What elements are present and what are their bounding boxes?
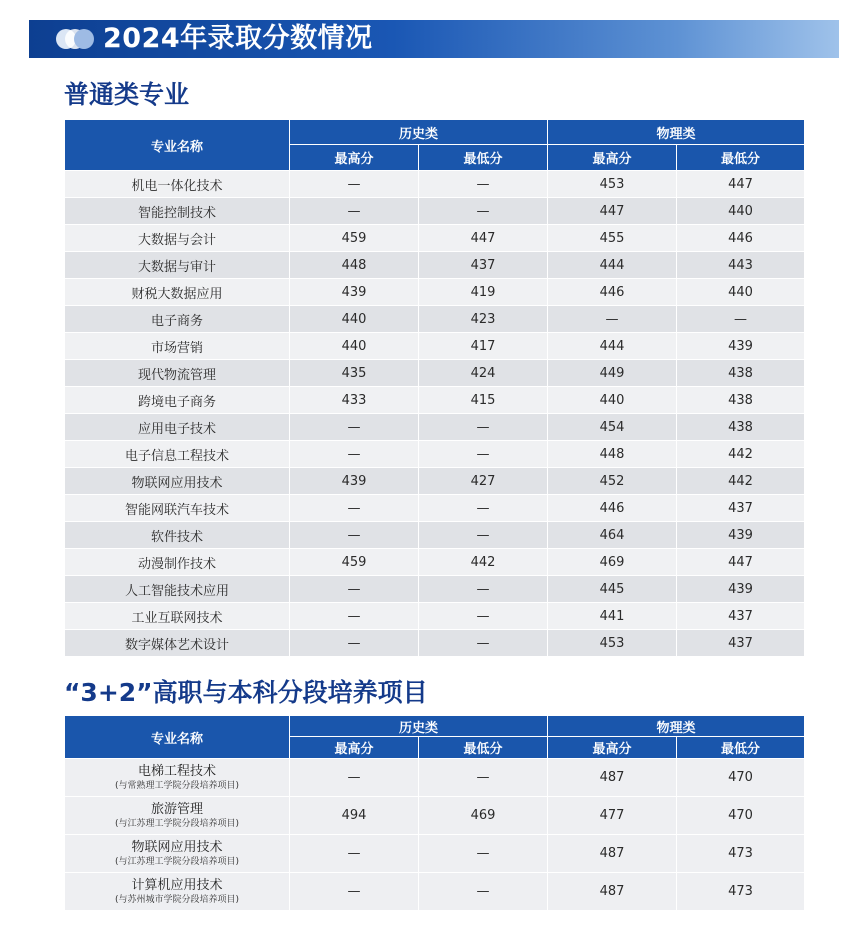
header-history-group: 历史类: [290, 716, 548, 737]
history-max-cell: 494: [290, 797, 419, 835]
major-name-cell: 大数据与审计: [65, 252, 290, 279]
history-max-cell: 459: [290, 549, 419, 576]
major-name-cell: 软件技术: [65, 522, 290, 549]
history-min-cell: —: [419, 495, 548, 522]
physics-min-cell: 440: [677, 279, 805, 306]
physics-min-cell: 438: [677, 360, 805, 387]
history-max-cell: —: [290, 441, 419, 468]
physics-min-cell: 439: [677, 576, 805, 603]
major-name-cell: 跨境电子商务: [65, 387, 290, 414]
major-name-cell: 数字媒体艺术设计: [65, 630, 290, 657]
history-max-cell: —: [290, 522, 419, 549]
history-max-cell: —: [290, 495, 419, 522]
physics-min-cell: 473: [677, 835, 805, 873]
physics-max-cell: 449: [548, 360, 677, 387]
major-name-cell: 人工智能技术应用: [65, 576, 290, 603]
history-min-cell: —: [419, 759, 548, 797]
header-physics-min: 最低分: [677, 737, 805, 759]
physics-max-cell: 440: [548, 387, 677, 414]
history-max-cell: 439: [290, 468, 419, 495]
major-name-cell: [65, 873, 290, 911]
major-name: 计算机应用技术: [131, 877, 223, 893]
physics-max-cell: 441: [548, 603, 677, 630]
header-physics-group: 物理类: [548, 120, 805, 145]
major-name-cell: 财税大数据应用: [65, 279, 290, 306]
header-physics-max: 最高分: [548, 145, 677, 171]
physics-min-cell: 439: [677, 522, 805, 549]
major-name-cell: 市场营销: [65, 333, 290, 360]
physics-min-cell: 438: [677, 387, 805, 414]
history-min-cell: —: [419, 414, 548, 441]
header-major: 专业名称: [65, 716, 290, 759]
physics-min-cell: 473: [677, 873, 805, 911]
history-max-cell: —: [290, 759, 419, 797]
history-min-cell: —: [419, 873, 548, 911]
section-title-3plus2: “3+2”高职与本科分段培养项目: [64, 678, 428, 707]
table-row: [65, 797, 805, 835]
history-min-cell: 423: [419, 306, 548, 333]
header-physics-max: 最高分: [548, 737, 677, 759]
table-row: [65, 387, 805, 414]
history-min-cell: —: [419, 576, 548, 603]
physics-min-cell: 440: [677, 198, 805, 225]
table-row: [65, 360, 805, 387]
history-max-cell: —: [290, 414, 419, 441]
header-physics-group: 物理类: [548, 716, 805, 737]
header-history-min: 最低分: [419, 145, 548, 171]
physics-max-cell: 448: [548, 441, 677, 468]
header-history-max: 最高分: [290, 737, 419, 759]
physics-max-cell: 444: [548, 333, 677, 360]
physics-min-cell: 470: [677, 797, 805, 835]
major-name-cell: 电子商务: [65, 306, 290, 333]
partner-note: (与江苏理工学院分段培养项目): [114, 856, 240, 867]
physics-max-cell: 455: [548, 225, 677, 252]
title-banner: [29, 20, 839, 58]
table-row: [65, 468, 805, 495]
physics-min-cell: 439: [677, 333, 805, 360]
history-min-cell: 442: [419, 549, 548, 576]
physics-max-cell: 446: [548, 495, 677, 522]
major-name-cell: 电子信息工程技术: [65, 441, 290, 468]
partner-note: (与江苏理工学院分段培养项目): [114, 818, 240, 829]
physics-min-cell: 437: [677, 495, 805, 522]
physics-min-cell: 442: [677, 468, 805, 495]
history-min-cell: 424: [419, 360, 548, 387]
major-name-cell: 大数据与会计: [65, 225, 290, 252]
history-min-cell: —: [419, 171, 548, 198]
table-row: [65, 279, 805, 306]
table-row: [65, 835, 805, 873]
history-min-cell: 469: [419, 797, 548, 835]
major-name-cell: [65, 835, 290, 873]
history-min-cell: —: [419, 198, 548, 225]
table-row: [65, 630, 805, 657]
physics-max-cell: 446: [548, 279, 677, 306]
history-min-cell: —: [419, 522, 548, 549]
table-row: [65, 252, 805, 279]
table-row: [65, 414, 805, 441]
physics-max-cell: 447: [548, 198, 677, 225]
major-name-cell: 工业互联网技术: [65, 603, 290, 630]
history-max-cell: —: [290, 171, 419, 198]
table-row: [65, 549, 805, 576]
major-name-cell: 现代物流管理: [65, 360, 290, 387]
major-name-cell: [65, 759, 290, 797]
major-name-cell: 动漫制作技术: [65, 549, 290, 576]
physics-max-cell: 469: [548, 549, 677, 576]
physics-max-cell: 444: [548, 252, 677, 279]
major-name: 物联网应用技术: [131, 839, 223, 855]
table-row: [65, 522, 805, 549]
table-row: [65, 759, 805, 797]
table-row: [65, 603, 805, 630]
history-min-cell: —: [419, 603, 548, 630]
physics-min-cell: 446: [677, 225, 805, 252]
header-history-min: 最低分: [419, 737, 548, 759]
history-max-cell: —: [290, 630, 419, 657]
physics-max-cell: —: [548, 306, 677, 333]
history-min-cell: 427: [419, 468, 548, 495]
major-name-cell: 智能控制技术: [65, 198, 290, 225]
physics-max-cell: 487: [548, 873, 677, 911]
history-max-cell: —: [290, 835, 419, 873]
history-max-cell: 440: [290, 333, 419, 360]
physics-max-cell: 453: [548, 171, 677, 198]
history-min-cell: 419: [419, 279, 548, 306]
header-history-group: 历史类: [290, 120, 548, 145]
history-max-cell: 448: [290, 252, 419, 279]
header-physics-min: 最低分: [677, 145, 805, 171]
physics-min-cell: 438: [677, 414, 805, 441]
header-history-max: 最高分: [290, 145, 419, 171]
partner-note: (与苏州城市学院分段培养项目): [114, 894, 240, 905]
history-max-cell: —: [290, 603, 419, 630]
physics-min-cell: 447: [677, 171, 805, 198]
history-min-cell: 437: [419, 252, 548, 279]
partner-note: (与常熟理工学院分段培养项目): [114, 780, 240, 791]
table-row: [65, 225, 805, 252]
table-row: [65, 495, 805, 522]
section-title-general: 普通类专业: [64, 80, 190, 109]
physics-max-cell: 452: [548, 468, 677, 495]
table-row: [65, 873, 805, 911]
history-max-cell: 439: [290, 279, 419, 306]
history-max-cell: 433: [290, 387, 419, 414]
history-min-cell: 417: [419, 333, 548, 360]
history-max-cell: —: [290, 873, 419, 911]
physics-min-cell: 470: [677, 759, 805, 797]
major-name-cell: 应用电子技术: [65, 414, 290, 441]
physics-max-cell: 445: [548, 576, 677, 603]
table-row: [65, 441, 805, 468]
history-min-cell: —: [419, 835, 548, 873]
history-min-cell: —: [419, 441, 548, 468]
major-name-cell: 智能网联汽车技术: [65, 495, 290, 522]
table-row: [65, 576, 805, 603]
physics-min-cell: 442: [677, 441, 805, 468]
table-row: [65, 171, 805, 198]
score-table-3plus2: [64, 715, 805, 911]
table-row: [65, 198, 805, 225]
history-max-cell: —: [290, 198, 419, 225]
history-max-cell: 459: [290, 225, 419, 252]
major-name-cell: [65, 797, 290, 835]
physics-max-cell: 487: [548, 835, 677, 873]
major-name: 旅游管理: [150, 801, 203, 817]
physics-max-cell: 454: [548, 414, 677, 441]
physics-max-cell: 453: [548, 630, 677, 657]
history-min-cell: 447: [419, 225, 548, 252]
physics-min-cell: —: [677, 306, 805, 333]
physics-max-cell: 464: [548, 522, 677, 549]
table-row: [65, 306, 805, 333]
physics-min-cell: 447: [677, 549, 805, 576]
major-name: 电梯工程技术: [137, 763, 216, 779]
page-title: 2024年录取分数情况: [103, 23, 373, 54]
physics-min-cell: 437: [677, 603, 805, 630]
major-name-cell: 物联网应用技术: [65, 468, 290, 495]
physics-min-cell: 443: [677, 252, 805, 279]
physics-max-cell: 487: [548, 759, 677, 797]
table-row: [65, 333, 805, 360]
physics-max-cell: 477: [548, 797, 677, 835]
history-max-cell: —: [290, 576, 419, 603]
history-min-cell: 415: [419, 387, 548, 414]
score-table-general: [64, 119, 805, 657]
history-max-cell: 440: [290, 306, 419, 333]
major-name-cell: 机电一体化技术: [65, 171, 290, 198]
history-max-cell: 435: [290, 360, 419, 387]
history-min-cell: —: [419, 630, 548, 657]
circles-logo-icon: [55, 28, 95, 50]
header-major: 专业名称: [65, 120, 290, 171]
physics-min-cell: 437: [677, 630, 805, 657]
